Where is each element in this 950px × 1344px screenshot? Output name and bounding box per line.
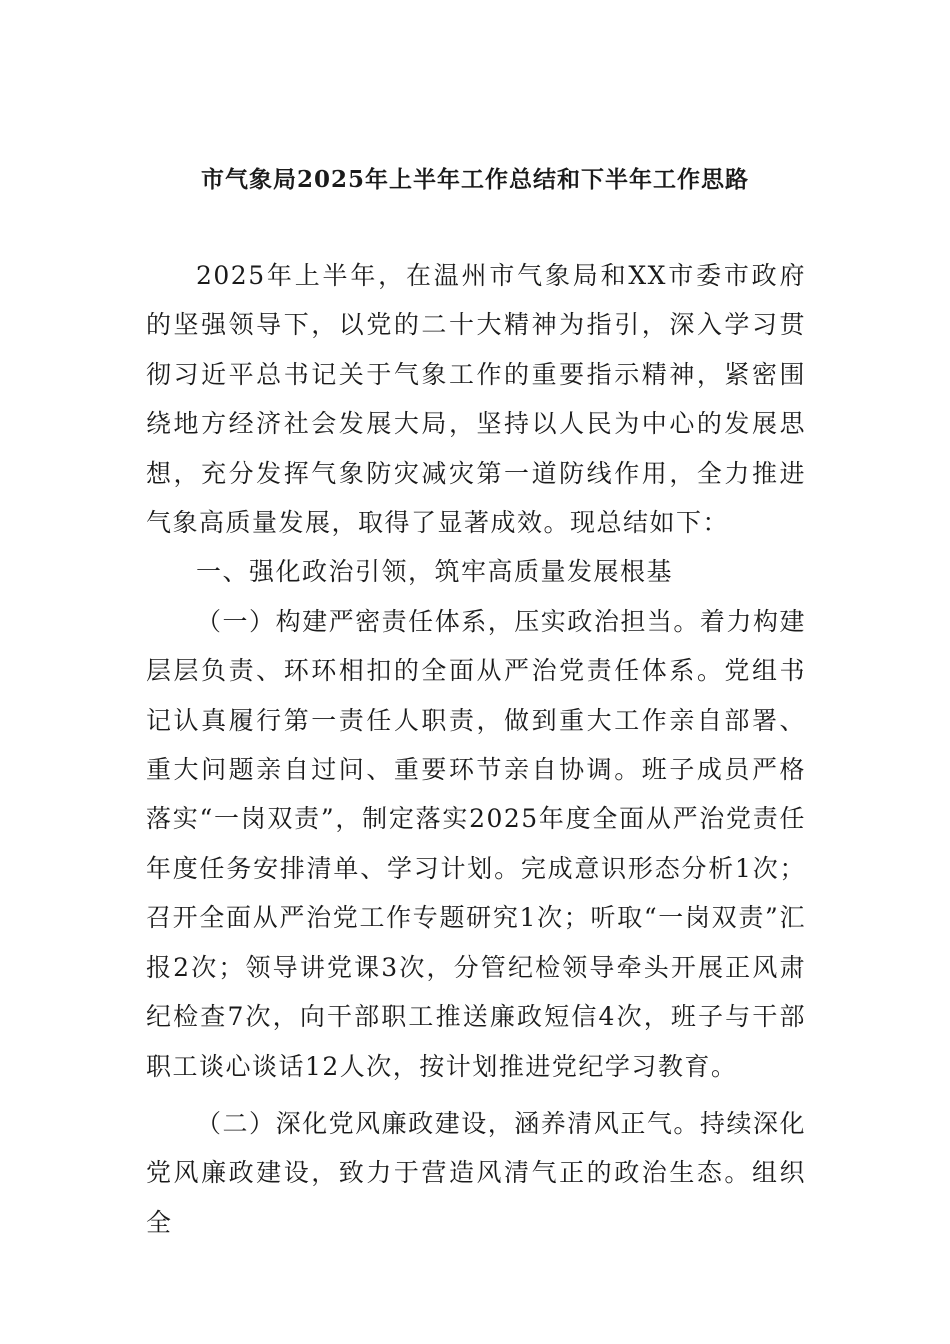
document-title: 市气象局2025年上半年工作总结和下半年工作思路 — [200, 166, 749, 193]
intro-paragraph: 2025年上半年，在温州市气象局和XX市委市政府的坚强领导下，以党的二十大精神为指引，深入学习贯彻习近平总书记关于气象工作的重要指示精神，紧密围绕地方经济社会发展大局，坚持以人民为中心的发展思想，充分发挥气象防灾减灾第一道防线作用，全力推进气象高质量发展，取得了显著成效。现总结如下： — [146, 261, 806, 538]
section-heading-1: 一、强化政治引领，筑牢高质量发展根基 — [196, 557, 674, 587]
subsection-paragraph-2: （二）深化党风廉政建设，涵养清风正气。持续深化党风廉政建设，致力于营造风清气正的政治生态。组织全 — [146, 1108, 806, 1237]
subsection-paragraph-1: （一）构建严密责任体系，压实政治担当。着力构建层层负责、环环相扣的全面从严治党责任体系。党组书记认真履行第一责任人职责，做到重大工作亲自部署、重大问题亲自过问、重要环节亲自协调。班子成员严格落实“一岗双责”，制定落实2025年度全面从严治党责任年度任务安排清单、学习计划。完成意识形态分析1次；召开全面从严治党工作专题研究1次；听取“一岗双责”汇报2次；领导讲党课3次，分管纪检领导牵头开展正风肃纪检查7次，向干部职工推送廉政短信4次，班子与干部职工谈心谈话12人次，按计划推进党纪学习教育。 — [146, 606, 806, 1081]
document-body — [146, 251, 806, 1247]
